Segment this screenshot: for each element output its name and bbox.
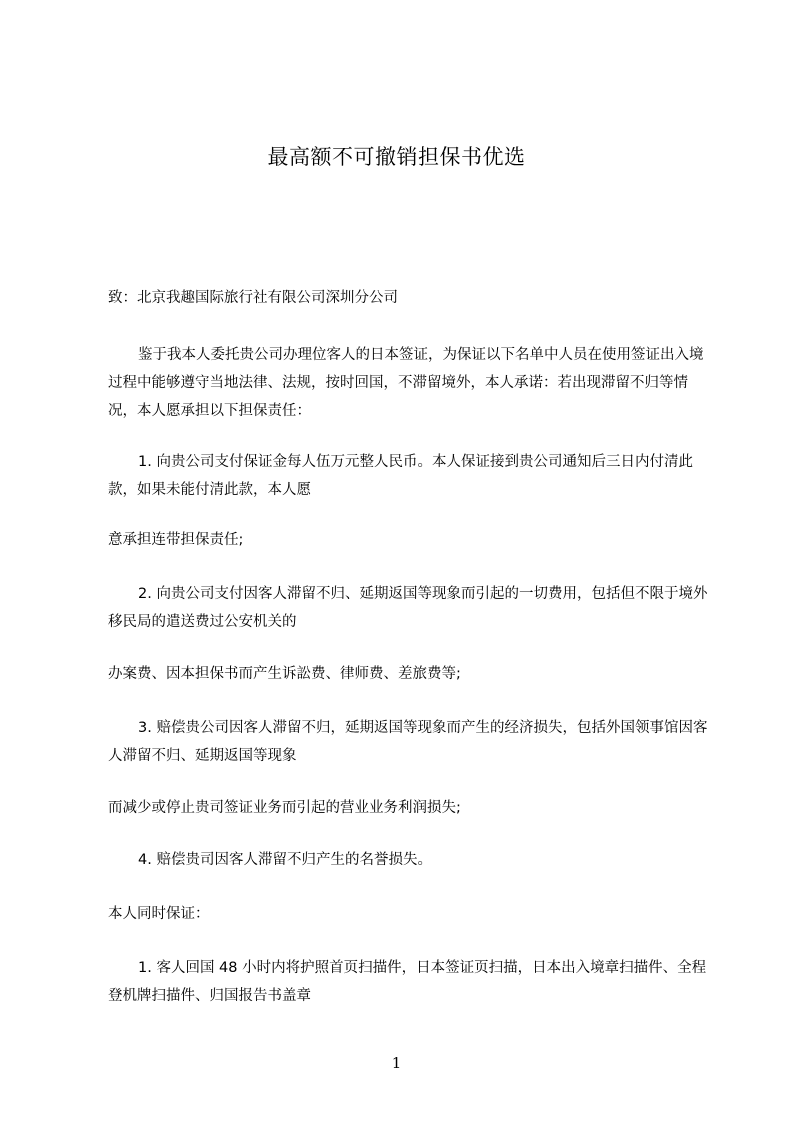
clause-2-continued: 办案费、因本担保书而产生诉訟费、律师费、差旅费等; (108, 666, 461, 682)
addressee-line: 致：北京我趣国际旅行社有限公司深圳分公司 (108, 290, 398, 306)
clause-1-continued: 意承担连带担保责任; (108, 532, 244, 548)
document-title: 最高额不可撤销担保书优选 (267, 145, 526, 169)
clause-3-continued: 而减少或停止贵司签证业务而引起的营业业务利润损失; (108, 800, 461, 816)
clause-3: 3. 赔偿贵公司因客人滞留不归，延期返国等现象而产生的经济损失，包括外国领事馆因客人滞留不归、延期返国等现象 (108, 720, 708, 764)
clause-1: 1. 向贵公司支付保证金每人伍万元整人民币。本人保证接到贵公司通知后三日内付清此款，如果未能付清此款，本人愿 (108, 454, 693, 498)
page-number: 1 (391, 1054, 402, 1072)
clause-4: 4. 赔偿贵司因客人滞留不归产生的名誉损失。 (138, 852, 432, 868)
intro-paragraph: 鉴于我本人委托贵公司办理位客人的日本签证，为保证以下名单中人员在使用签证出入境过程中能够遵守当地法律、法规，按时回国，不滞留境外，本人承诺：若出现滞留不归等情况，本人愿承担以下担保责任： (108, 347, 704, 419)
clause-2: 2. 向贵公司支付因客人滞留不归、延期返国等现象而引起的一切费用，包括但不限于境外移民局的遣送费过公安机关的 (108, 586, 708, 630)
also-guarantee-heading: 本人同时保证： (108, 906, 210, 922)
guarantee-item-1: 1. 客人回国 48 小时内将护照首页扫描件，日本签证页扫描，日本出入境章扫描件、全程登机牌扫描件、归国报告书盖章 (108, 960, 707, 1004)
